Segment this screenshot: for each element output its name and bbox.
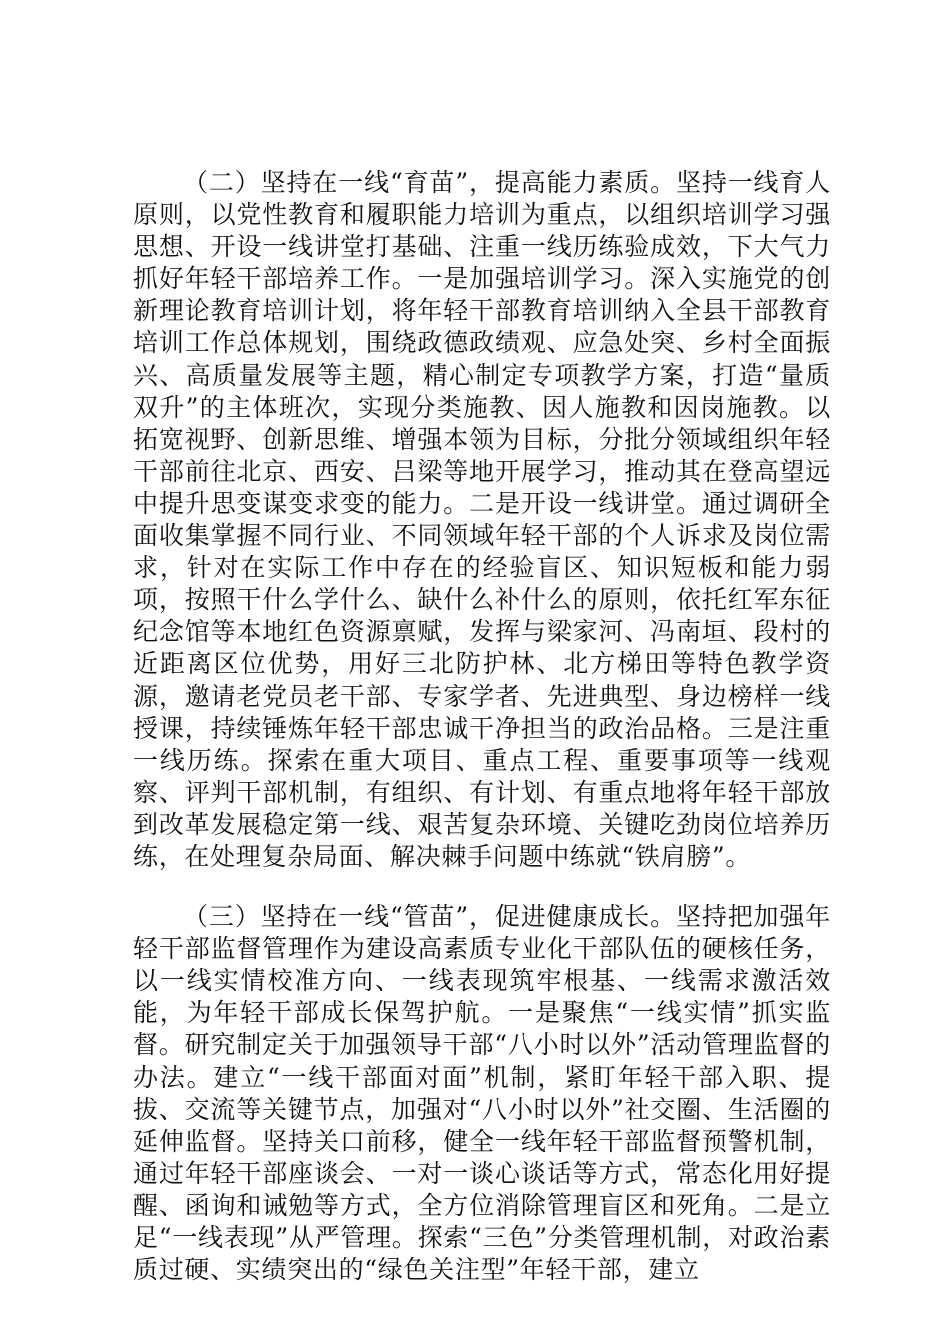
paragraph-section-two: （二）坚持在一线“育苗”，提高能力素质。坚持一线育人原则，以党性教育和履职能力培训为重点，以组织培训学习强思想、开设一线讲堂打基础、注重一线历练验成效，下大气力抓好年轻干部培养工作。一是加强培训学习。深入实施党的创新理论教育培训计划，将年轻干部教育培训纳入全县干部教育培训工作总体规划，围绕政德政绩观、应急处突、乡村全面振兴、高质量发展等主题，精心制定专项教学方案，打造“量质双升”的主体班次，实现分类施教、因人施教和因岗施教。以拓宽视野、创新思维、增强本领为目标，分批分领域组织年轻干部前往北京、西安、吕梁等地开展学习，推动其在登高望远中提升思变谋变求变的能力。二是开设一线讲堂。通过调研全面收集掌握不同行业、不同领域年轻干部的个人诉求及岗位需求，针对在实际工作中存在的经验盲区、知识短板和能力弱项，按照干什么学什么、缺什么补什么的原则，依托红军东征纪念馆等本地红色资源禀赋，发挥与梁家河、冯南垣、段村的近距离区位优势，用好三北防护林、北方梯田等特色教学资源，邀请老党员老干部、专家学者、先进典型、身边榜样一线授课，持续锤炼年轻干部忠诚干净担当的政治品格。三是注重一线历练。探索在重大项目、重点工程、重要事项等一线观察、评判干部机制，有组织、有计划、有重点地将年轻干部放到改革发展稳定第一线、艰苦复杂环境、关键吃劲岗位培养历练，在处理复杂局面、解决棘手问题中练就“铁肩膀”。 bbox=[133, 168, 831, 871]
paragraph-section-three: （三）坚持在一线“管苗”，促进健康成长。坚持把加强年轻干部监督管理作为建设高素质专业化干部队伍的硬核任务，以一线实情校准方向、一线表现筑牢根基、一线需求激活效能，为年轻干部成长保驾护航。一是聚焦“一线实情”抓实监督。研究制定关于加强领导干部“八小时以外”活动管理监督的办法。建立“一线干部面对面”机制，紧盯年轻干部入职、提拔、交流等关键节点，加强对“八小时以外”社交圈、生活圈的延伸监督。坚持关口前移，健全一线年轻干部监督预警机制，通过年轻干部座谈会、一对一谈心谈话等方式，常态化用好提醒、函询和诫勉等方式，全方位消除管理盲区和死角。二是立足“一线表现”从严管理。探索“三色”分类管理机制，对政治素质过硬、实绩突出的“绿色关注型”年轻干部，建立 bbox=[133, 902, 831, 1285]
document-body bbox=[133, 167, 831, 1286]
